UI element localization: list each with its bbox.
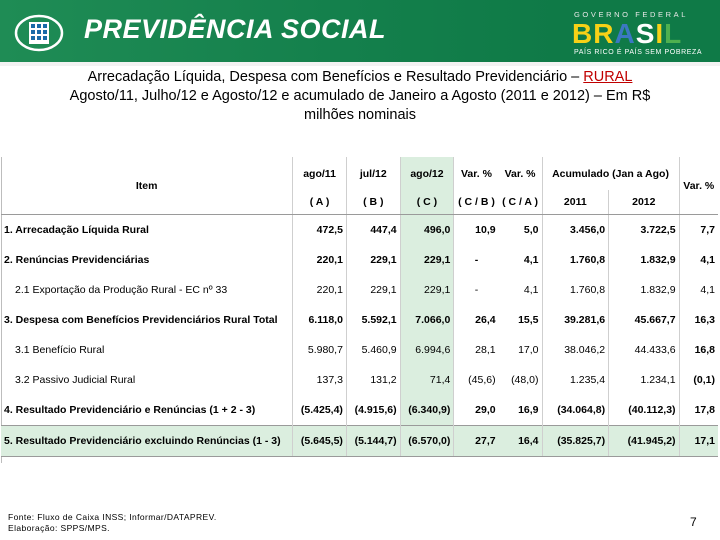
cell: (41.945,2)	[609, 426, 679, 457]
cell: 5.592,1	[346, 305, 400, 335]
cell: 496,0	[400, 215, 454, 246]
cell: 1.832,9	[609, 275, 679, 305]
cell: 229,1	[400, 275, 454, 305]
header-var-cb: Var. %	[460, 167, 492, 180]
title-rural-highlight: RURAL	[583, 69, 633, 85]
previdencia-logo-icon	[14, 14, 64, 52]
cell: 1.760,8	[542, 245, 609, 275]
cell: 229,1	[346, 245, 400, 275]
source-line: Fonte: Fluxo de Caixa INSS; Informar/DATAPREV.	[8, 512, 217, 522]
cell: 131,2	[346, 365, 400, 395]
table-row	[1, 215, 718, 246]
row-label: 4. Resultado Previdenciário e Renúncias (1 + 2 - 3)	[1, 395, 293, 426]
cell: 17,0	[499, 335, 542, 365]
row-label: 3.2 Passivo Judicial Rural	[1, 365, 293, 395]
cell: (6.570,0)	[400, 426, 454, 457]
cell: 5.460,9	[346, 335, 400, 365]
row-label: 3. Despesa com Benefícios Previdenciários Rural Total	[1, 305, 293, 335]
title-line2: Agosto/11, Julho/12 e Agosto/12 e acumulado de Janeiro a Agosto (2011 e 2012) – Em R$	[69, 88, 651, 104]
cell: 4,1	[700, 254, 715, 266]
cell: 4,1	[499, 275, 542, 305]
cell: 17,8	[694, 404, 715, 416]
cell: 38.046,2	[542, 335, 609, 365]
cell: 16,8	[694, 344, 715, 356]
cell: 16,9	[499, 395, 542, 426]
cell: 10,9	[475, 224, 496, 236]
cell: 16,3	[694, 314, 715, 326]
header-var-ca: Var. %	[499, 157, 542, 190]
cell: (6.340,9)	[400, 395, 454, 426]
sub-ca: ( C / A )	[499, 190, 542, 214]
cell: 16,4	[499, 426, 542, 457]
cell: (48,0)	[499, 365, 542, 395]
header-var-acum: Var. %	[683, 179, 715, 192]
table-row	[1, 275, 718, 305]
cell: (40.112,3)	[609, 395, 679, 426]
cell: 220,1	[293, 275, 347, 305]
cell: 6.994,6	[400, 335, 454, 365]
header-banner	[0, 0, 720, 66]
cell: 5,0	[499, 215, 542, 246]
cell: 26,4	[475, 314, 496, 326]
cell: 229,1	[400, 245, 454, 275]
cell: 447,4	[346, 215, 400, 246]
row-label: 3.1 Benefício Rural	[1, 335, 293, 365]
cell: -	[474, 254, 479, 266]
gov-federal-label: GOVERNO FEDERAL	[574, 10, 689, 19]
cell: 1.832,9	[609, 245, 679, 275]
table-row	[1, 335, 718, 365]
header-ago12: ago/12	[400, 157, 454, 190]
header-acumulado: Acumulado (Jan a Ago)	[542, 157, 679, 190]
row-label: 2.1 Exportação da Produção Rural - EC nº 33	[1, 275, 293, 305]
brand-title: PREVIDÊNCIA SOCIAL	[84, 14, 387, 44]
page-number: 7	[690, 515, 697, 529]
data-table	[1, 157, 718, 457]
table-row	[1, 245, 718, 275]
cell: 4,1	[499, 245, 542, 275]
cell: 1.234,1	[609, 365, 679, 395]
cell: 39.281,6	[542, 305, 609, 335]
source-note	[8, 512, 217, 534]
header-ago11: ago/11	[293, 157, 347, 190]
cell: 28,1	[475, 344, 496, 356]
table-row	[1, 395, 718, 426]
cell: (5.425,4)	[293, 395, 347, 426]
cell: 17,1	[679, 426, 718, 457]
cell: 29,0	[475, 404, 496, 416]
cell: 7.066,0	[400, 305, 454, 335]
banner-divider	[0, 62, 720, 66]
cell: 15,5	[499, 305, 542, 335]
cell: 1.760,8	[542, 275, 609, 305]
cell: 3.456,0	[542, 215, 609, 246]
title-line1: Arrecadação Líquida, Despesa com Benefícios e Resultado Previdenciário –	[87, 69, 584, 85]
header-jul12: jul/12	[346, 157, 400, 190]
cell: 44.433,6	[609, 335, 679, 365]
row-label: 2. Renúncias Previdenciárias	[1, 245, 293, 275]
table-row	[1, 426, 718, 457]
elaboration-line: Elaboração: SPPS/MPS.	[8, 523, 110, 533]
table-row	[1, 305, 718, 335]
gov-slogan: PAÍS RICO É PAÍS SEM POBREZA	[574, 49, 703, 56]
cell: 472,5	[293, 215, 347, 246]
row-label: 1. Arrecadação Líquida Rural	[1, 215, 293, 246]
cell: (5.144,7)	[346, 426, 400, 457]
cell: (35.825,7)	[542, 426, 609, 457]
title-line3: milhões nominais	[303, 107, 417, 123]
cell: (45,6)	[468, 374, 496, 386]
sub-c: ( C )	[400, 190, 454, 214]
cell: (4.915,6)	[346, 395, 400, 426]
page-title	[0, 68, 720, 125]
cell: -	[474, 284, 479, 296]
cell: 229,1	[346, 275, 400, 305]
cell: 1.235,4	[542, 365, 609, 395]
cell: 220,1	[293, 245, 347, 275]
sub-cb: ( C / B )	[458, 196, 495, 208]
cell: 3.722,5	[609, 215, 679, 246]
cell: (0,1)	[693, 374, 715, 386]
header-item: Item	[1, 157, 293, 214]
brasil-logo: BRASIL	[572, 18, 683, 49]
table-row	[1, 365, 718, 395]
cell: (34.064,8)	[542, 395, 609, 426]
cell: 137,3	[293, 365, 347, 395]
sub-2012: 2012	[609, 190, 679, 214]
sub-a: ( A )	[293, 190, 347, 214]
cell: 4,1	[700, 284, 715, 296]
row-label: 5. Resultado Previdenciário excluindo Renúncias (1 - 3)	[1, 426, 293, 457]
cell: 45.667,7	[609, 305, 679, 335]
cell: 7,7	[700, 224, 715, 236]
cell: 71,4	[400, 365, 454, 395]
sub-b: ( B )	[346, 190, 400, 214]
cell: 27,7	[454, 426, 499, 457]
cell: 6.118,0	[293, 305, 347, 335]
sub-2011: 2011	[542, 190, 609, 214]
cell: (5.645,5)	[293, 426, 347, 457]
cell: 5.980,7	[293, 335, 347, 365]
